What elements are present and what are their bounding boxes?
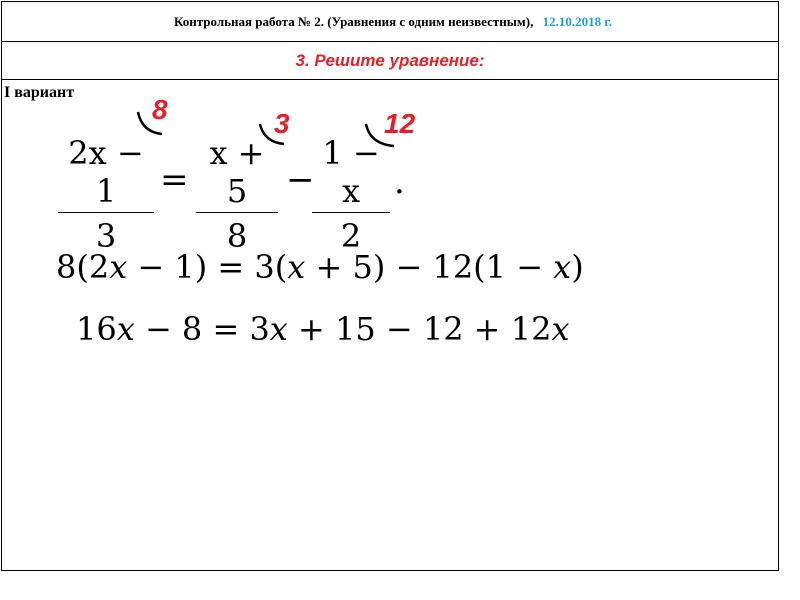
worksheet-table [1,1,779,571]
fraction-1 [58,134,154,255]
equation-step-2: 16x − 8 = 3x + 15 − 12 + 12x [76,310,570,348]
fraction-2-denominator: 8 [226,217,248,255]
equals-sign: = [160,160,189,200]
multiplier-1: 8 [152,94,168,125]
fraction-2-numerator: x + 5 [209,134,265,210]
fraction-3 [312,134,390,255]
minus-sign: − [286,160,315,200]
variant-label: I вариант [4,84,75,101]
header-title: Контрольная работа № 2. (Уравнения с одним неизвестным), [173,14,534,29]
multiplier-2: 3 [274,108,290,139]
task-row [2,42,778,80]
fraction-3-denominator: 2 [340,217,362,255]
multiplier-3: 12 [384,108,416,139]
fraction-1-denominator: 3 [95,217,117,255]
fraction-2 [196,134,278,255]
header-row [2,2,778,42]
equation-step-1: 8(2x − 1) = 3(x + 5) − 12(1 − x) [56,248,584,286]
fraction-1-numerator: 2x − 1 [68,134,144,210]
task-label: 3. Решите уравнение: [295,51,485,70]
period: . [394,162,405,202]
header-date: 12.10.2018 г. [542,14,613,29]
fraction-3-numerator: 1 − x [322,134,380,210]
